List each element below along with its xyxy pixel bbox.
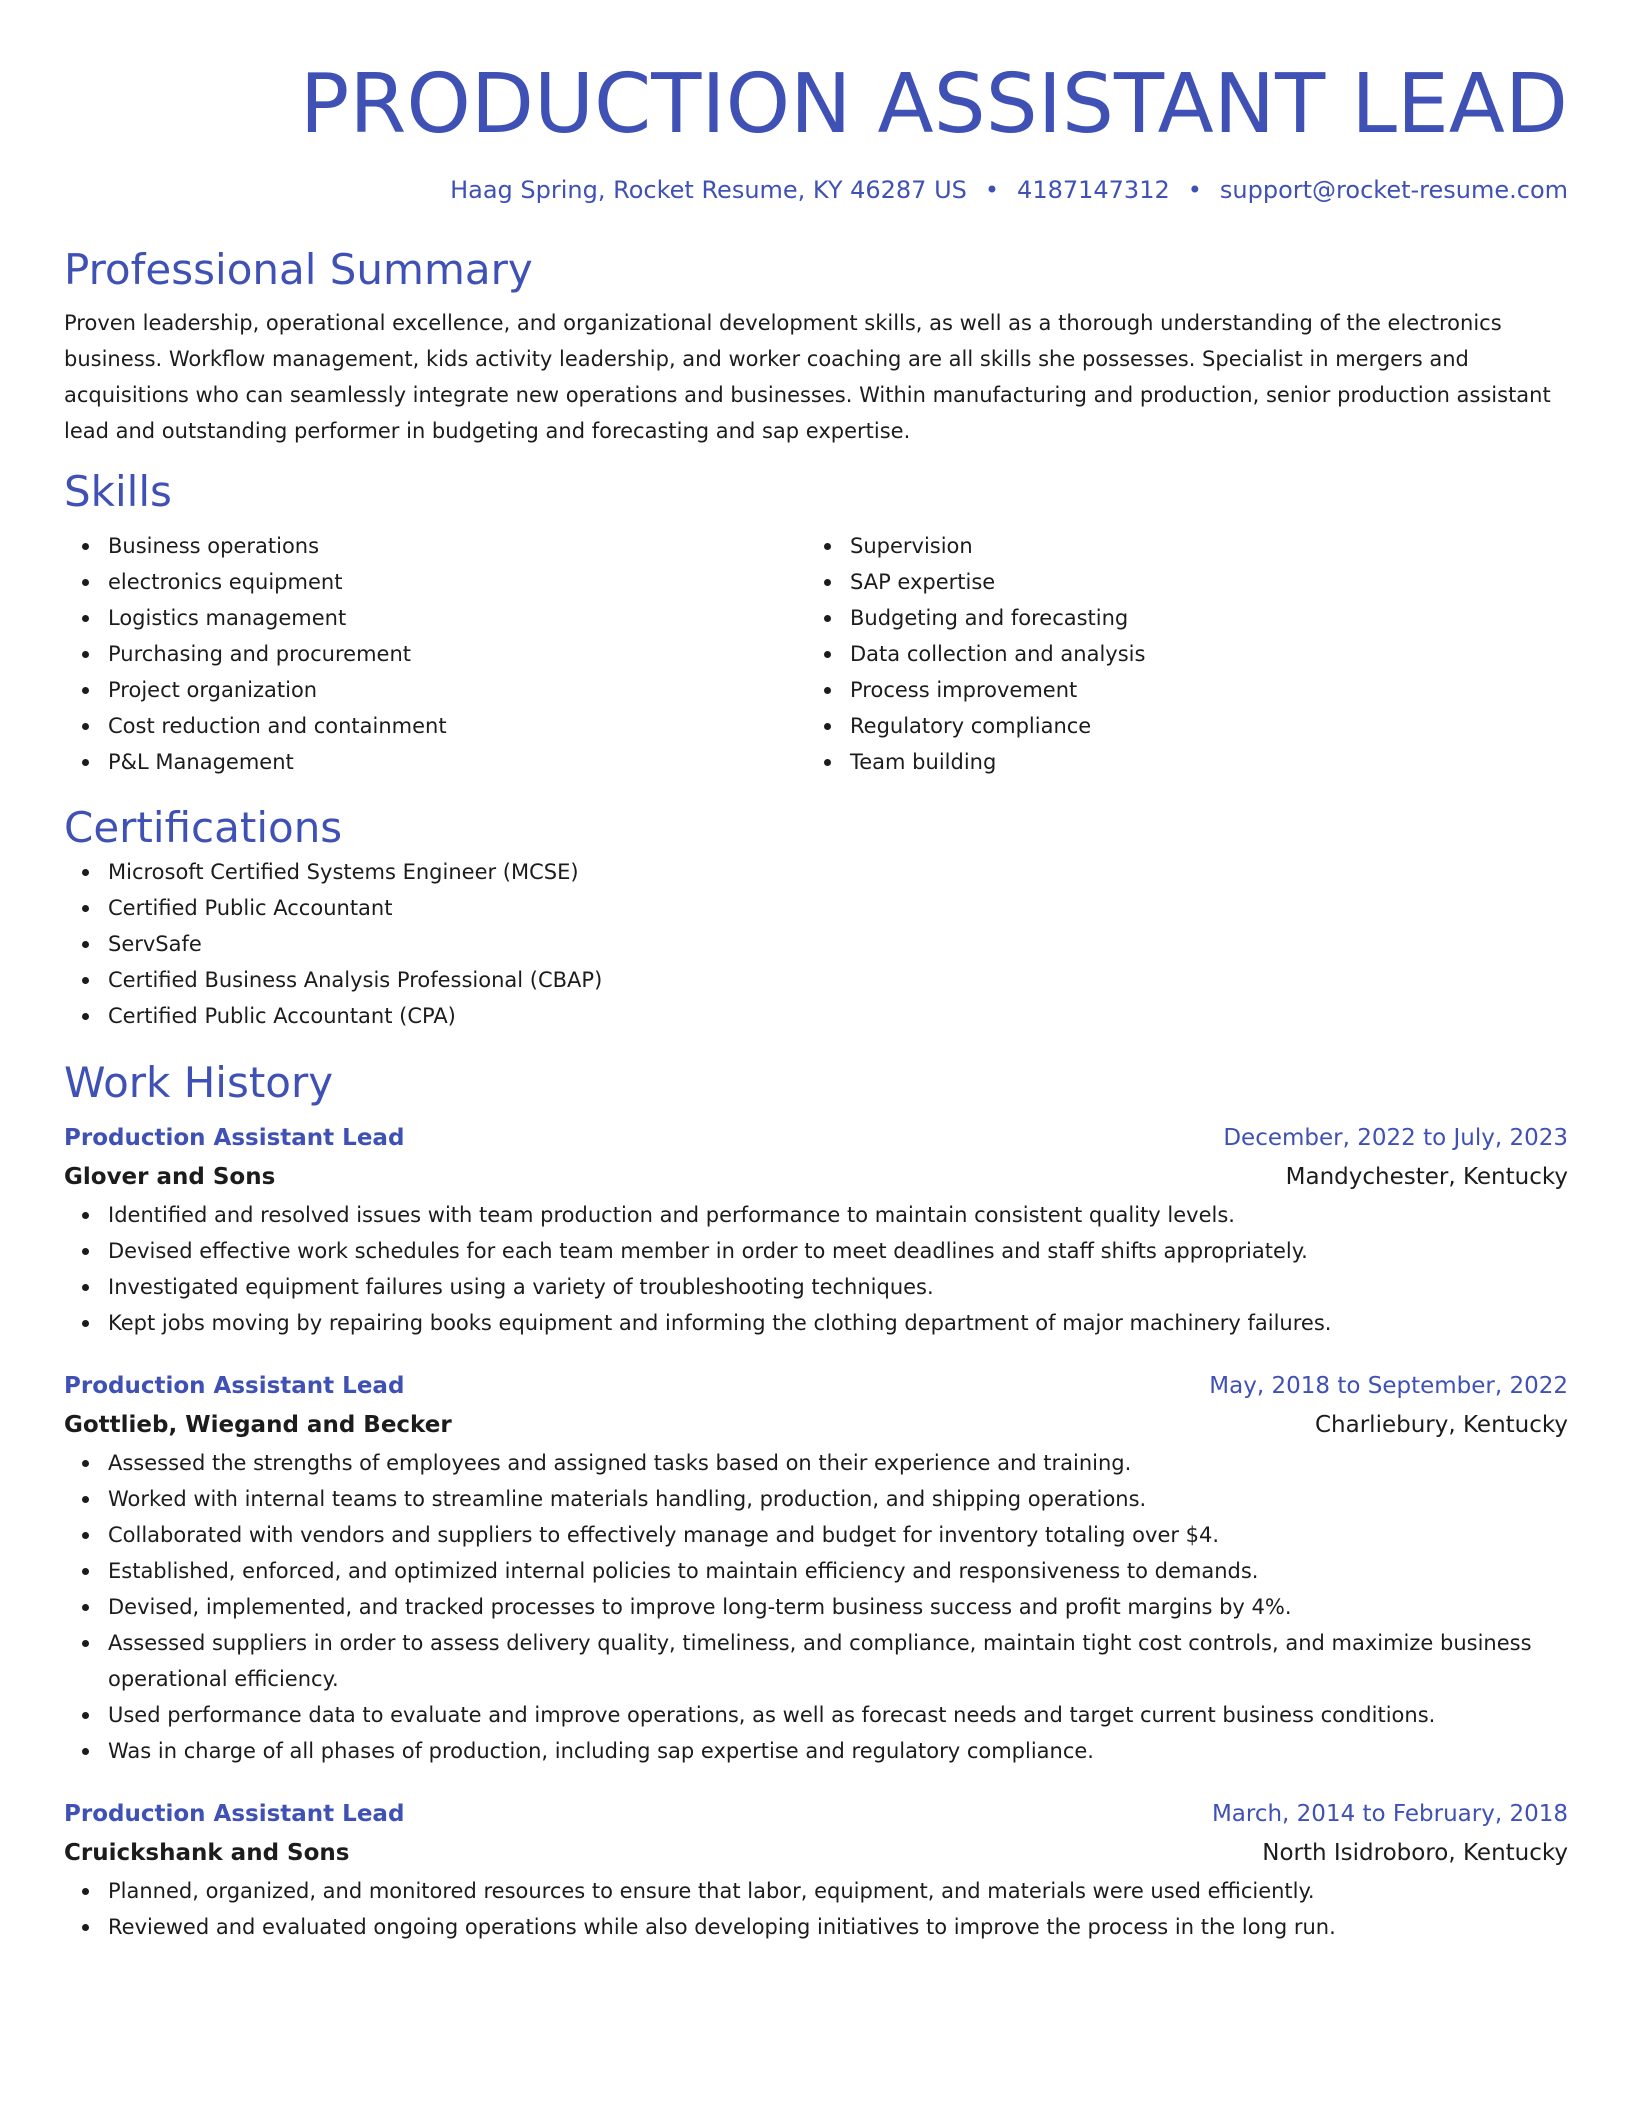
contact-email[interactable]: support@rocket-resume.com [1219, 176, 1568, 204]
job-entry [64, 1367, 1568, 1769]
skills-list-right [806, 528, 1548, 780]
job-location: Charliebury, Kentucky [1315, 1412, 1568, 1438]
job-duty-item: Kept jobs moving by repairing books equipment and informing the clothing department of major machinery failures. [64, 1305, 1568, 1341]
resume-name: PRODUCTION ASSISTANT LEAD [299, 57, 1568, 152]
job-title: Production Assistant Lead [64, 1801, 405, 1827]
contact-phone: 4187147312 [1017, 176, 1170, 204]
certification-item: Certified Public Accountant [64, 890, 1568, 926]
job-dates: May, 2018 to September, 2022 [1209, 1373, 1568, 1399]
job-dates: December, 2022 to July, 2023 [1223, 1125, 1568, 1151]
skill-item: Regulatory compliance [806, 708, 1548, 744]
job-duty-item: Devised, implemented, and tracked processes to improve long-term business success and profit margins by 4%. [64, 1589, 1568, 1625]
skill-item: Project organization [64, 672, 806, 708]
skills-columns [64, 528, 1568, 780]
job-company: Glover and Sons [64, 1164, 276, 1190]
skills-heading: Skills [64, 467, 172, 516]
job-company-row [64, 1158, 1568, 1197]
skill-item: Team building [806, 744, 1548, 780]
skill-item: Logistics management [64, 600, 806, 636]
contact-address: Haag Spring, Rocket Resume, KY 46287 US [450, 176, 967, 204]
job-duty-item: Used performance data to evaluate and improve operations, as well as forecast needs and target current business conditions. [64, 1697, 1568, 1733]
contact-separator: • [984, 176, 1000, 204]
job-entry [64, 1119, 1568, 1341]
job-header-row [64, 1367, 1568, 1406]
job-duty-item: Assessed suppliers in order to assess delivery quality, timeliness, and compliance, maintain tight cost controls, and maximize business operational efficiency. [64, 1625, 1568, 1697]
job-duties-list [64, 1445, 1568, 1769]
job-duty-item: Investigated equipment failures using a variety of troubleshooting techniques. [64, 1269, 1568, 1305]
skill-item: Budgeting and forecasting [806, 600, 1548, 636]
skill-item: Cost reduction and containment [64, 708, 806, 744]
summary-heading: Professional Summary [64, 245, 533, 294]
contact-separator: • [1187, 176, 1202, 204]
resume-page [64, 0, 1568, 1945]
job-company-row [64, 1406, 1568, 1445]
job-company-row [64, 1834, 1568, 1873]
skill-item: Purchasing and procurement [64, 636, 806, 672]
job-company: Gottlieb, Wiegand and Becker [64, 1412, 452, 1438]
skill-item: SAP expertise [806, 564, 1548, 600]
job-duty-item: Worked with internal teams to streamline materials handling, production, and shipping operations. [64, 1481, 1568, 1517]
job-duty-item: Reviewed and evaluated ongoing operations while also developing initiatives to improve the process in the long run. [64, 1909, 1568, 1945]
job-title: Production Assistant Lead [64, 1373, 405, 1399]
job-duties-list [64, 1197, 1568, 1341]
skill-item: Business operations [64, 528, 806, 564]
summary-text: Proven leadership, operational excellence, and organizational development skills, as well as a thorough understanding of the electronics business. Workflow management, kids activity leadership, and worker coaching are all skills she possesses. Specialist in mergers and acquisitions who can seamlessly integrate new operations and businesses. Within manufacturing and production, senior production assistant lead and outstanding performer in budgeting and forecasting and sap expertise. [64, 311, 1551, 443]
certification-item: Certified Business Analysis Professional (CBAP) [64, 962, 1568, 998]
skills-list-left [64, 528, 806, 780]
job-title: Production Assistant Lead [64, 1125, 405, 1151]
certification-item: ServSafe [64, 926, 1568, 962]
skill-item: Data collection and analysis [806, 636, 1548, 672]
job-duty-item: Identified and resolved issues with team production and performance to maintain consistent quality levels. [64, 1197, 1568, 1233]
job-duty-item: Planned, organized, and monitored resources to ensure that labor, equipment, and materials were used efficiently. [64, 1873, 1568, 1909]
job-duty-item: Was in charge of all phases of production, including sap expertise and regulatory compliance. [64, 1733, 1568, 1769]
job-header-row [64, 1795, 1568, 1834]
certification-item: Microsoft Certified Systems Engineer (MCSE) [64, 854, 1568, 890]
job-entry [64, 1795, 1568, 1945]
skill-item: Process improvement [806, 672, 1548, 708]
skill-item: Supervision [806, 528, 1548, 564]
job-header-row [64, 1119, 1568, 1158]
job-duty-item: Devised effective work schedules for each team member in order to meet deadlines and staff shifts appropriately. [64, 1233, 1568, 1269]
job-company: Cruickshank and Sons [64, 1840, 350, 1866]
certification-item: Certified Public Accountant (CPA) [64, 998, 1568, 1034]
job-location: North Isidroboro, Kentucky [1262, 1840, 1568, 1866]
job-duty-item: Established, enforced, and optimized internal policies to maintain efficiency and responsiveness to demands. [64, 1553, 1568, 1589]
certifications-list [64, 854, 1568, 1034]
job-location: Mandychester, Kentucky [1285, 1164, 1568, 1190]
skill-item: electronics equipment [64, 564, 806, 600]
job-duty-item: Collaborated with vendors and suppliers to effectively manage and budget for inventory totaling over $4. [64, 1517, 1568, 1553]
skill-item: P&L Management [64, 744, 806, 780]
contact-line [64, 174, 1568, 206]
job-duties-list [64, 1873, 1568, 1945]
job-duty-item: Assessed the strengths of employees and assigned tasks based on their experience and training. [64, 1445, 1568, 1481]
work-history-heading: Work History [64, 1058, 334, 1107]
job-dates: March, 2014 to February, 2018 [1211, 1801, 1568, 1827]
certifications-heading: Certifications [64, 803, 343, 852]
